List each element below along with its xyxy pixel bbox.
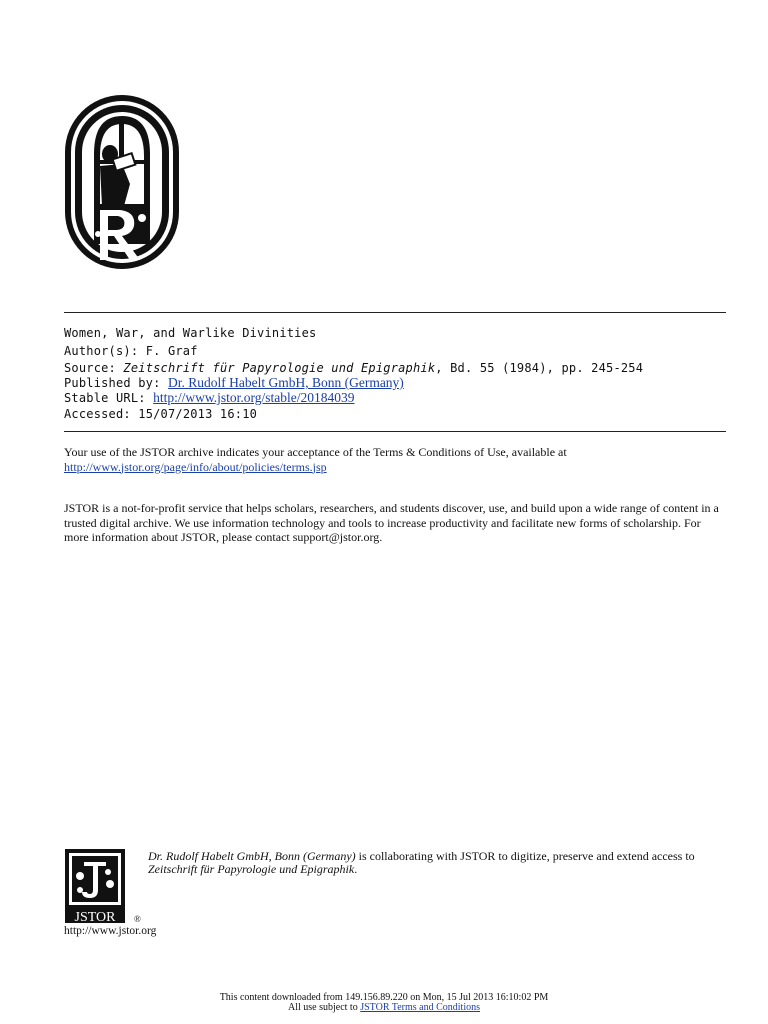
source-label: Source: — [64, 361, 116, 375]
collab-text: is collaborating with JSTOR to digitize, preserve and extend access to — [355, 849, 695, 863]
collab-journal: Zeitschrift für Papyrologie und Epigraphik — [148, 862, 355, 876]
publisher-emblem-icon — [64, 94, 180, 270]
top-divider — [64, 312, 726, 313]
stable-url-label: Stable URL: — [64, 391, 146, 405]
jstor-about: JSTOR is a not-for-profit service that helps scholars, researchers, and students discover, use, and build upon a wide range of content in a trusted digital archive. We use information technology and tools to increase productivity and facilitate new forms of scholarship. For more information about JSTOR, please contact support@jstor.org. — [64, 501, 719, 544]
source-details: , Bd. 55 (1984), pp. 245-254 — [435, 361, 644, 375]
stable-url-link[interactable]: http://www.jstor.org/stable/20184039 — [153, 390, 355, 405]
author-label: Author(s): — [64, 344, 139, 358]
terms-link[interactable]: http://www.jstor.org/page/info/about/policies/terms.jsp — [64, 459, 327, 474]
collab-end: . — [354, 862, 358, 876]
registered-mark: ® — [134, 914, 141, 924]
source-journal: Zeitschrift für Papyrologie und Epigraphik — [123, 361, 436, 375]
publisher-link[interactable]: Dr. Rudolf Habelt GmbH, Bonn (Germany) — [167, 375, 404, 390]
author-name: F. Graf — [145, 344, 198, 358]
published-label: Published by: — [64, 376, 161, 390]
bottom-divider — [64, 431, 726, 432]
accessed-label: Accessed: — [64, 407, 131, 421]
usage-notice — [0, 1002, 768, 1013]
usage-prefix: All use subject to — [288, 1002, 361, 1013]
download-notice: This content downloaded from 149.156.89.220 on Mon, 15 Jul 2013 16:10:02 PM — [219, 992, 549, 1003]
article-title: Women, War, and Warlike Divinities — [64, 326, 317, 340]
accessed-date: 15/07/2013 16:10 — [138, 407, 258, 421]
collab-publisher: Dr. Rudolf Habelt GmbH, Bonn (Germany) — [148, 849, 356, 863]
terms-conditions-link[interactable]: JSTOR Terms and Conditions — [360, 1002, 480, 1013]
terms-notice — [64, 445, 726, 474]
jstor-url[interactable]: http://www.jstor.org — [64, 925, 157, 937]
jstor-wordmark: JSTOR — [74, 910, 116, 925]
accessed-line — [64, 405, 726, 423]
jstor-logo-icon — [64, 848, 144, 928]
collaboration-note — [148, 850, 728, 876]
terms-text: Your use of the JSTOR archive indicates your acceptance of the Terms & Conditions of Use, available at — [64, 445, 567, 459]
author-line — [64, 342, 726, 360]
